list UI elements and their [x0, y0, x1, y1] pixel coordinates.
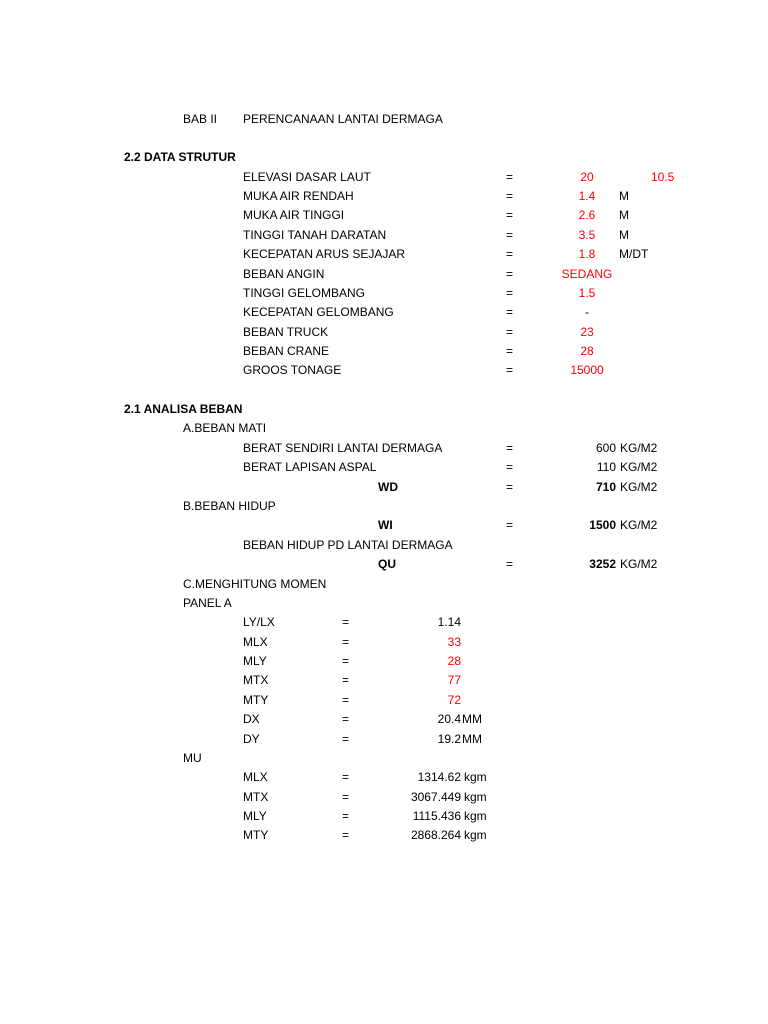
- row-label: BERAT SENDIRI LANTAI DERMAGA: [243, 441, 443, 455]
- row-unit: M: [619, 208, 629, 222]
- row-value: SEDANG: [561, 267, 613, 281]
- row-unit: MM: [462, 712, 482, 726]
- equals-sign: =: [506, 267, 514, 281]
- chapter-number: BAB II: [183, 112, 218, 126]
- row-value: 19.2: [437, 732, 461, 746]
- chapter-title: PERENCANAAN LANTAI DERMAGA: [243, 112, 443, 126]
- row-value: 600: [595, 441, 616, 455]
- row-value: 1.4: [578, 189, 596, 203]
- row-value: 2.6: [578, 208, 596, 222]
- row-label: TINGGI TANAH DARATAN: [243, 228, 387, 242]
- row-value: 77: [447, 673, 461, 687]
- row-value: 3252: [589, 557, 616, 571]
- row-unit: M: [619, 228, 629, 242]
- row-unit: KG/M2: [620, 480, 658, 494]
- section-heading-analisa-beban: 2.1 ANALISA BEBAN: [124, 402, 243, 416]
- equals-sign: =: [342, 654, 350, 668]
- row-unit: kgm: [464, 790, 487, 804]
- equals-sign: =: [342, 828, 350, 842]
- row-label: MTY: [243, 693, 269, 707]
- row-unit: KG/M2: [620, 518, 658, 532]
- equals-sign: =: [342, 635, 350, 649]
- row-value: 1314.62: [417, 770, 461, 784]
- row-label: MLY: [243, 809, 267, 823]
- row-value: 28: [447, 654, 461, 668]
- row-label: WI: [378, 518, 393, 532]
- subheading-beban-hidup: B.BEBAN HIDUP: [183, 499, 276, 513]
- row-value: -: [585, 305, 589, 319]
- equals-sign: =: [506, 557, 514, 571]
- equals-sign: =: [506, 286, 514, 300]
- row-value: 33: [447, 635, 461, 649]
- subheading-mu: MU: [183, 751, 202, 765]
- row-label: DX: [243, 712, 260, 726]
- row-value: 1.5: [578, 286, 596, 300]
- equals-sign: =: [342, 809, 350, 823]
- row-unit: M: [619, 189, 629, 203]
- equals-sign: =: [342, 673, 350, 687]
- equals-sign: =: [342, 790, 350, 804]
- row-label: ELEVASI DASAR LAUT: [243, 170, 371, 184]
- row-unit: kgm: [464, 809, 487, 823]
- row-value: 15000: [570, 363, 604, 377]
- row-unit: M/DT: [619, 247, 649, 261]
- row-label: DY: [243, 732, 260, 746]
- row-value: 3067.449: [410, 790, 461, 804]
- equals-sign: =: [506, 170, 514, 184]
- row-label: MUKA AIR RENDAH: [243, 189, 354, 203]
- row-value: 28: [580, 344, 594, 358]
- equals-sign: =: [506, 305, 514, 319]
- equals-sign: =: [506, 325, 514, 339]
- row-value: 710: [595, 480, 616, 494]
- row-label: BEBAN TRUCK: [243, 325, 329, 339]
- equals-sign: =: [506, 189, 514, 203]
- row-label: QU: [378, 557, 396, 571]
- row-unit: kgm: [464, 770, 487, 784]
- row-label: MTX: [243, 673, 269, 687]
- row-label: MLX: [243, 635, 268, 649]
- section-heading-data-strutur: 2.2 DATA STRUTUR: [124, 150, 236, 164]
- row-unit: kgm: [464, 828, 487, 842]
- row-value: 72: [447, 693, 461, 707]
- equals-sign: =: [506, 460, 514, 474]
- row-value: 110: [596, 460, 616, 474]
- row-value: 3.5: [578, 228, 596, 242]
- panel-label: PANEL A: [183, 596, 232, 610]
- equals-sign: =: [342, 770, 350, 784]
- equals-sign: =: [506, 228, 514, 242]
- row-value: 1500: [589, 518, 616, 532]
- row-value: 20: [580, 170, 594, 184]
- row-label: WD: [378, 480, 398, 494]
- row-label: KECEPATAN ARUS SEJAJAR: [243, 247, 406, 261]
- row-label: MLX: [243, 770, 268, 784]
- row-label: BEBAN CRANE: [243, 344, 330, 358]
- row-label: MTY: [243, 828, 269, 842]
- row-label: BEBAN HIDUP PD LANTAI DERMAGA: [243, 538, 453, 552]
- subheading-beban-mati: A.BEBAN MATI: [183, 421, 267, 435]
- row-label: BERAT LAPISAN ASPAL: [243, 460, 377, 474]
- row-value: 20.4: [437, 712, 461, 726]
- equals-sign: =: [506, 480, 514, 494]
- row-value: 1.8: [578, 247, 596, 261]
- equals-sign: =: [506, 518, 514, 532]
- row-label: GROOS TONAGE: [243, 363, 342, 377]
- row-label: MUKA AIR TINGGI: [243, 208, 345, 222]
- row-label: LY/LX: [243, 615, 275, 629]
- extra-value: 10.5: [651, 170, 675, 184]
- row-label: TINGGI GELOMBANG: [243, 286, 366, 300]
- row-value: 1.14: [437, 615, 461, 629]
- row-unit: MM: [462, 732, 482, 746]
- row-label: KECEPATAN GELOMBANG: [243, 305, 394, 319]
- equals-sign: =: [506, 441, 514, 455]
- equals-sign: =: [506, 363, 514, 377]
- equals-sign: =: [342, 732, 350, 746]
- row-value: 2868.264: [410, 828, 461, 842]
- row-label: MTX: [243, 790, 269, 804]
- equals-sign: =: [506, 247, 514, 261]
- equals-sign: =: [506, 208, 514, 222]
- row-label: MLY: [243, 654, 267, 668]
- row-unit: KG/M2: [620, 460, 658, 474]
- row-unit: KG/M2: [620, 557, 658, 571]
- equals-sign: =: [342, 693, 350, 707]
- row-unit: KG/M2: [620, 441, 658, 455]
- equals-sign: =: [506, 344, 514, 358]
- row-value: 23: [580, 325, 594, 339]
- equals-sign: =: [342, 615, 350, 629]
- row-value: 1115.436: [412, 809, 461, 823]
- subheading-momen: C.MENGHITUNG MOMEN: [183, 577, 327, 591]
- row-label: BEBAN ANGIN: [243, 267, 325, 281]
- equals-sign: =: [342, 712, 350, 726]
